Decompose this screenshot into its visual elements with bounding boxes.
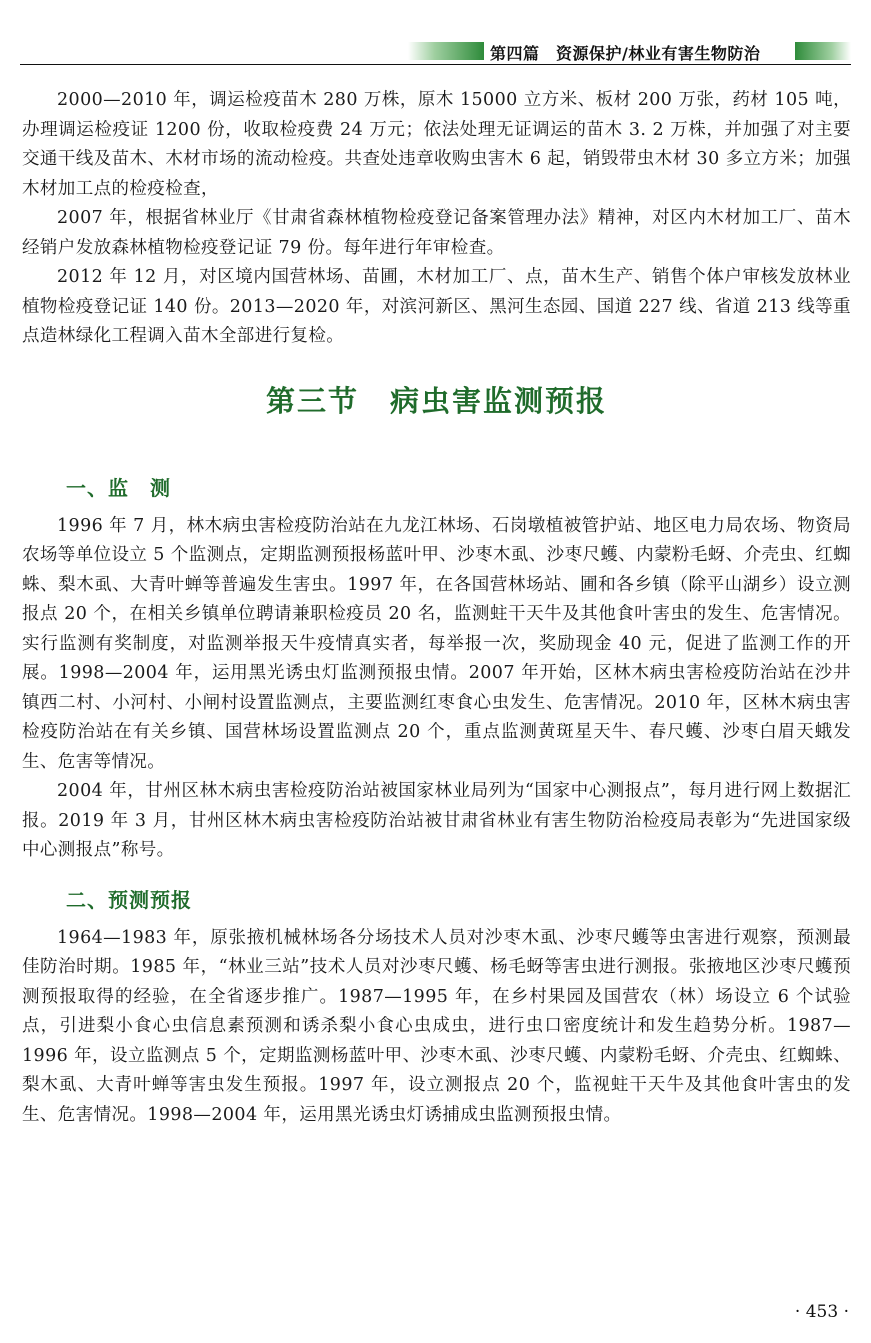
header-decoration-left [408, 42, 484, 60]
section-title: 第三节 病虫害监测预报 [265, 383, 607, 418]
intro-paragraph-1: 2000—2010 年，调运检疫苗木 280 万株，原木 15000 立方米、板材 200 万张，药材 105 吨，办理调运检疫证 1200 份，收取检疫费 24 万元；依法处理无证调运的苗木 3. 2 万株，并加强了对主要交通干线及苗木、木材市场的流动检疫。共查处违章收购虫害木 6 起，销毁带虫木材 30 多立方米；加强木材加工点的检疫检查， [22, 90, 851, 199]
intro-paragraph-2: 2007 年，根据省林业厅《甘肃省森林植物检疫登记备案管理办法》精神，对区内木材加工厂、苗木经销户发放森林植物检疫登记证 79 份。每年进行年审检查。 [22, 208, 851, 258]
running-title: 第四篇 资源保护/林业有害生物防治 [490, 44, 761, 63]
header-decoration-right [795, 42, 851, 60]
subsection-title-forecasting: 二、预测预报 [66, 887, 192, 912]
monitoring-paragraph-2: 2004 年，甘州区林木病虫害检疫防治站被国家林业局列为“国家中心测报点”，每月进行网上数据汇报。2019 年 3 月，甘州区林木病虫害检疫防治站被甘肃省林业有害生物防治检疫局表彰为“先进国家级中心测报点”称号。 [22, 781, 851, 860]
intro-paragraph-3: 2012 年 12 月，对区境内国营林场、苗圃，木材加工厂、点，苗木生产、销售个体户审核发放林业植物检疫登记证 140 份。2013—2020 年，对滨河新区、黑河生态园、国道 227 线、省道 213 线等重点造林绿化工程调入苗木全部进行复检。 [22, 267, 851, 346]
forecasting-paragraph-1: 1964—1983 年，原张掖机械林场各分场技术人员对沙枣木虱、沙枣尺蠖等虫害进行观察，预测最佳防治时期。1985 年，“林业三站”技术人员对沙枣尺蠖、杨毛蚜等害虫进行测报。张掖地区沙枣尺蠖预测预报取得的经验，在全省逐步推广。1987—1995 年，在乡村果园及国营农（林）场设立 6 个试验点，引进梨小食心虫信息素预测和诱杀梨小食心虫成虫，进行虫口密度统计和发生趋势分析。1987—1996 年，设立监测点 5 个，定期监测杨蓝叶甲、沙枣木虱、沙枣尺蠖、内蒙粉毛蚜、介壳虫、红蜘蛛、梨木虱、大青叶蝉等害虫发生预报。1997 年，设立测报点 20 个，监视蛀干天牛及其他食叶害虫的发生、危害情况。1998—2004 年，运用黑光诱虫灯诱捕成虫监测预报虫情。 [22, 927, 851, 1125]
page-content [22, 86, 851, 1130]
monitoring-paragraph-1: 1996 年 7 月，林木病虫害检疫防治站在九龙江林场、石岗墩植被管护站、地区电力局农场、物资局农场等单位设立 5 个监测点，定期监测预报杨蓝叶甲、沙枣木虱、沙枣尺蠖、内蒙粉毛蚜、介壳虫、红蜘蛛、梨木虱、大青叶蝉等普遍发生害虫。1997 年，在各国营林场站、圃和各乡镇（除平山湖乡）设立测报点 20 个，在相关乡镇单位聘请兼职检疫员 20 名，监测蛀干天牛及其他食叶害虫的发生、危害情况。实行监测有奖制度，对监测举报天牛疫情真实者，每举报一次，奖励现金 40 元，促进了监测工作的开展。1998—2004 年，运用黑光诱虫灯监测预报虫情。2007 年开始，区林木病虫害检疫防治站在沙井镇西二村、小河村、小闸村设置监测点，主要监测红枣食心虫发生、危害情况。2010 年，区林木病虫害检疫防治站在有关乡镇、国营林场设置监测点 20 个，重点监测黄斑星天牛、春尺蠖、沙枣白眉天蛾发生、危害等情况。 [22, 515, 851, 772]
page-number: · 453 · [794, 1302, 849, 1322]
subsection-title-monitoring: 一、监 测 [66, 475, 171, 500]
running-header [20, 38, 851, 65]
